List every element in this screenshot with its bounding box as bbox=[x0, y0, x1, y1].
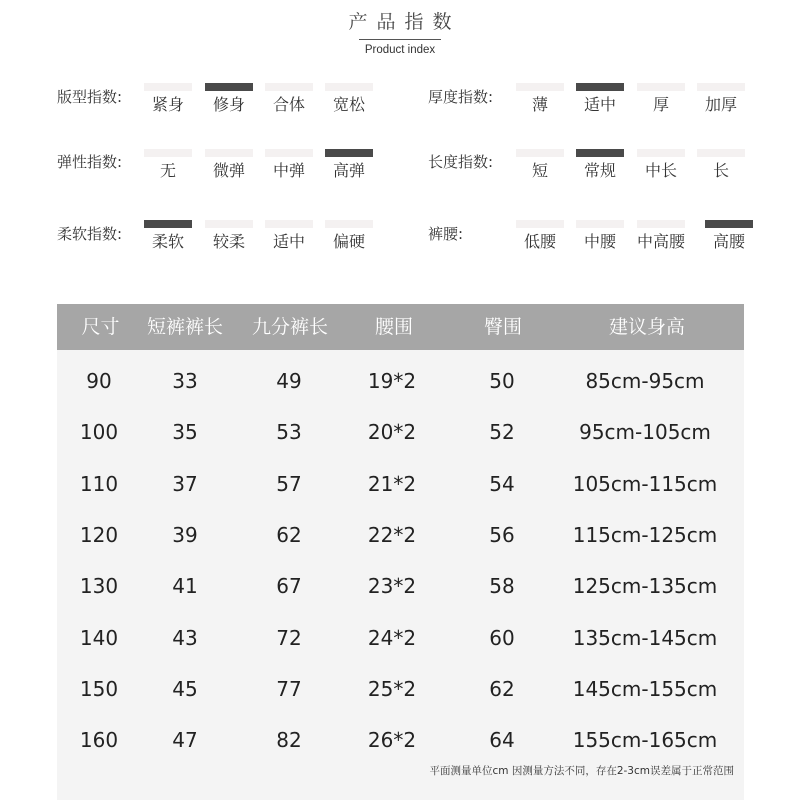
table-cell: 54 bbox=[489, 471, 515, 496]
table-cell: 62 bbox=[489, 676, 515, 701]
option-label: 中腰 bbox=[583, 232, 616, 251]
option-label: 薄 bbox=[531, 95, 548, 114]
index-option-softness bbox=[265, 220, 313, 252]
indicator-bar bbox=[516, 149, 564, 157]
index-option-softness bbox=[144, 220, 192, 252]
indicator-bar bbox=[144, 149, 192, 157]
index-option-waist bbox=[637, 220, 685, 252]
title-divider bbox=[359, 39, 441, 40]
indicator-bar-selected bbox=[576, 83, 624, 91]
table-cell: 155cm-165cm bbox=[572, 728, 718, 753]
table-cell: 90 bbox=[86, 369, 112, 393]
index-label-waist: 裤腰: bbox=[428, 225, 464, 243]
indicator-bar bbox=[637, 83, 685, 91]
indicator-bar-selected bbox=[144, 220, 192, 228]
indicator-bar-selected bbox=[325, 149, 373, 157]
table-row bbox=[57, 459, 744, 510]
table-cell: 19*2 bbox=[367, 369, 417, 393]
table-cell: 150 bbox=[79, 676, 119, 701]
table-row bbox=[57, 715, 744, 766]
option-label: 低腰 bbox=[523, 232, 556, 251]
table-cell: 82 bbox=[276, 728, 302, 753]
index-option-fit bbox=[144, 83, 192, 115]
page-header bbox=[0, 8, 800, 57]
option-label: 适中 bbox=[583, 95, 616, 114]
index-option-elastic bbox=[325, 149, 373, 181]
table-cell: 125cm-135cm bbox=[572, 574, 718, 599]
indicator-bar bbox=[516, 83, 564, 91]
col-header-height: 建议身高 bbox=[608, 316, 685, 338]
table-cell: 135cm-145cm bbox=[572, 625, 718, 650]
index-label-thickness: 厚度指数: bbox=[428, 88, 494, 106]
table-cell: 37 bbox=[172, 471, 198, 496]
option-label: 较柔 bbox=[212, 232, 245, 251]
col-header-hip: 臀围 bbox=[483, 316, 522, 338]
index-label-fit: 版型指数: bbox=[57, 88, 123, 106]
table-cell: 24*2 bbox=[367, 625, 417, 650]
col-header-cropped-length: 九分裤长 bbox=[251, 316, 328, 338]
indicator-bar-selected bbox=[576, 149, 624, 157]
table-cell: 57 bbox=[276, 471, 302, 496]
index-option-thickness bbox=[697, 83, 745, 115]
option-label: 偏硬 bbox=[332, 232, 365, 251]
index-option-fit bbox=[205, 83, 253, 115]
indicator-bar bbox=[637, 149, 685, 157]
page-subtitle: Product index bbox=[364, 44, 436, 56]
table-cell: 145cm-155cm bbox=[572, 676, 718, 701]
index-label-softness: 柔软指数: bbox=[57, 225, 123, 243]
option-label: 高腰 bbox=[712, 232, 745, 251]
index-option-length bbox=[697, 149, 745, 181]
option-label: 厚 bbox=[652, 95, 669, 114]
table-cell: 23*2 bbox=[367, 574, 417, 599]
table-cell: 43 bbox=[172, 625, 198, 650]
index-option-elastic bbox=[265, 149, 313, 181]
table-cell: 115cm-125cm bbox=[572, 522, 718, 547]
table-cell: 21*2 bbox=[367, 471, 417, 496]
table-cell: 50 bbox=[489, 369, 515, 393]
table-row bbox=[57, 407, 744, 458]
indicator-bar bbox=[205, 149, 253, 157]
table-cell: 20*2 bbox=[367, 420, 417, 445]
table-cell: 39 bbox=[172, 522, 198, 547]
indicator-bar bbox=[265, 83, 313, 91]
table-cell: 160 bbox=[79, 728, 119, 753]
index-option-waist bbox=[705, 220, 753, 252]
size-table bbox=[57, 304, 744, 800]
table-row bbox=[57, 664, 744, 715]
option-label: 长 bbox=[712, 161, 729, 180]
table-cell: 64 bbox=[489, 728, 515, 753]
indicator-bar bbox=[697, 83, 745, 91]
indicator-bar bbox=[637, 220, 685, 228]
table-cell: 35 bbox=[172, 420, 198, 445]
table-cell: 105cm-115cm bbox=[572, 471, 718, 496]
table-cell: 47 bbox=[172, 728, 198, 753]
indicator-bar-selected bbox=[705, 220, 753, 228]
col-header-shorts-length: 短裤裤长 bbox=[146, 316, 223, 338]
table-row bbox=[57, 356, 744, 407]
index-option-fit bbox=[265, 83, 313, 115]
indicator-bar bbox=[697, 149, 745, 157]
option-label: 中长 bbox=[644, 161, 677, 180]
index-option-elastic bbox=[144, 149, 192, 181]
option-label: 宽松 bbox=[332, 95, 365, 114]
index-label-elastic: 弹性指数: bbox=[57, 153, 123, 171]
indicator-bar-selected bbox=[205, 83, 253, 91]
table-cell: 33 bbox=[172, 369, 198, 393]
table-row bbox=[57, 613, 744, 664]
table-cell: 25*2 bbox=[367, 676, 417, 701]
index-option-softness bbox=[205, 220, 253, 252]
index-option-fit bbox=[325, 83, 373, 115]
table-cell: 60 bbox=[489, 625, 515, 650]
index-option-waist bbox=[516, 220, 564, 252]
indicator-bar bbox=[265, 149, 313, 157]
measurement-note: 平面测量单位cm 因测量方法不同，存在2-3cm误差属于正常范围 bbox=[429, 765, 734, 777]
table-cell: 58 bbox=[489, 574, 515, 599]
table-cell: 22*2 bbox=[367, 522, 417, 547]
index-option-softness bbox=[325, 220, 373, 252]
table-cell: 52 bbox=[489, 420, 515, 445]
col-header-size: 尺寸 bbox=[81, 316, 120, 338]
option-label: 合体 bbox=[272, 95, 305, 114]
index-option-length bbox=[576, 149, 624, 181]
option-label: 适中 bbox=[272, 232, 305, 251]
index-option-elastic bbox=[205, 149, 253, 181]
table-cell: 26*2 bbox=[367, 728, 417, 753]
indicator-bar bbox=[205, 220, 253, 228]
option-label: 中高腰 bbox=[637, 232, 686, 251]
table-cell: 110 bbox=[79, 471, 119, 496]
table-row bbox=[57, 561, 744, 612]
index-option-thickness bbox=[637, 83, 685, 115]
index-option-length bbox=[637, 149, 685, 181]
table-cell: 45 bbox=[172, 676, 198, 701]
option-label: 加厚 bbox=[704, 95, 737, 114]
indicator-bar bbox=[325, 83, 373, 91]
page-title: 产品指数 bbox=[348, 11, 461, 33]
option-label: 柔软 bbox=[151, 232, 184, 251]
table-cell: 72 bbox=[276, 625, 302, 650]
table-cell: 53 bbox=[276, 420, 302, 445]
table-cell: 67 bbox=[276, 574, 302, 599]
option-label: 中弹 bbox=[272, 161, 305, 180]
table-cell: 85cm-95cm bbox=[585, 369, 705, 393]
option-label: 短 bbox=[531, 161, 548, 180]
col-header-waist: 腰围 bbox=[374, 316, 413, 338]
table-cell: 77 bbox=[276, 676, 302, 701]
table-cell: 140 bbox=[79, 625, 119, 650]
option-label: 微弹 bbox=[212, 161, 245, 180]
size-table-header bbox=[57, 304, 744, 350]
option-label: 修身 bbox=[212, 95, 245, 114]
index-label-length: 长度指数: bbox=[428, 153, 494, 171]
table-cell: 95cm-105cm bbox=[579, 420, 711, 445]
table-cell: 120 bbox=[79, 522, 119, 547]
index-option-waist bbox=[576, 220, 624, 252]
table-row bbox=[57, 510, 744, 561]
table-cell: 41 bbox=[172, 574, 198, 599]
table-cell: 49 bbox=[276, 369, 302, 393]
table-cell: 62 bbox=[276, 522, 302, 547]
index-option-thickness bbox=[516, 83, 564, 115]
indicator-bar bbox=[576, 220, 624, 228]
table-cell: 56 bbox=[489, 522, 515, 547]
indicator-bar bbox=[516, 220, 564, 228]
index-option-thickness bbox=[576, 83, 624, 115]
table-cell: 130 bbox=[79, 574, 119, 599]
option-label: 高弹 bbox=[332, 161, 365, 180]
index-option-length bbox=[516, 149, 564, 181]
table-cell: 100 bbox=[79, 420, 119, 445]
indicator-bar bbox=[325, 220, 373, 228]
indicator-bar bbox=[265, 220, 313, 228]
option-label: 无 bbox=[159, 161, 176, 180]
option-label: 常规 bbox=[583, 161, 616, 180]
option-label: 紧身 bbox=[151, 95, 184, 114]
indicator-bar bbox=[144, 83, 192, 91]
